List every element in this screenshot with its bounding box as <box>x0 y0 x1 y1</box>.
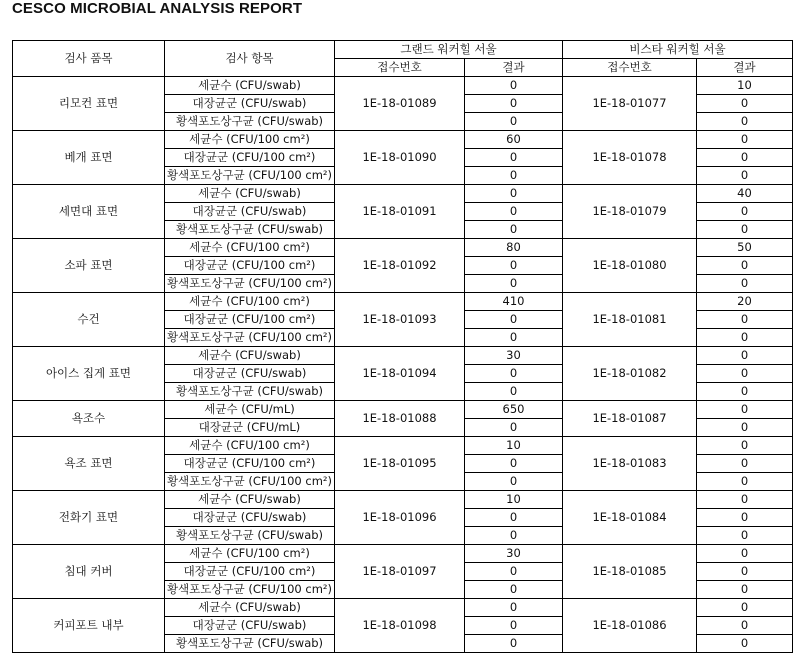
result-a-cell: 0 <box>465 509 563 527</box>
test-cell: 세균수 (CFU/100 cm²) <box>165 131 335 149</box>
receipt-b-cell: 1E-18-01077 <box>563 77 697 131</box>
receipt-b-cell: 1E-18-01084 <box>563 491 697 545</box>
item-cell: 전화기 표면 <box>13 491 165 545</box>
header-test: 검사 항목 <box>165 41 335 77</box>
result-a-cell: 0 <box>465 455 563 473</box>
test-cell: 황색포도상구균 (CFU/100 cm²) <box>165 473 335 491</box>
item-cell: 커피포트 내부 <box>13 599 165 653</box>
test-cell: 대장균군 (CFU/100 cm²) <box>165 149 335 167</box>
test-cell: 대장균군 (CFU/mL) <box>165 419 335 437</box>
result-b-cell: 0 <box>697 275 793 293</box>
result-b-cell: 0 <box>697 491 793 509</box>
receipt-b-cell: 1E-18-01078 <box>563 131 697 185</box>
test-cell: 대장균군 (CFU/swab) <box>165 365 335 383</box>
test-cell: 황색포도상구균 (CFU/100 cm²) <box>165 167 335 185</box>
test-cell: 황색포도상구균 (CFU/swab) <box>165 113 335 131</box>
item-cell: 욕조수 <box>13 401 165 437</box>
test-cell: 대장균군 (CFU/swab) <box>165 95 335 113</box>
result-a-cell: 30 <box>465 545 563 563</box>
item-cell: 소파 표면 <box>13 239 165 293</box>
report-body <box>13 77 793 653</box>
table-row <box>13 185 793 203</box>
result-a-cell: 0 <box>465 329 563 347</box>
result-a-cell: 0 <box>465 617 563 635</box>
test-cell: 황색포도상구균 (CFU/swab) <box>165 383 335 401</box>
result-b-cell: 0 <box>697 437 793 455</box>
table-row <box>13 239 793 257</box>
header-item: 검사 품목 <box>13 41 165 77</box>
test-cell: 황색포도상구균 (CFU/swab) <box>165 221 335 239</box>
test-cell: 대장균군 (CFU/100 cm²) <box>165 455 335 473</box>
result-b-cell: 0 <box>697 509 793 527</box>
report-title: CESCO MICROBIAL ANALYSIS REPORT <box>12 0 303 17</box>
test-cell: 황색포도상구균 (CFU/swab) <box>165 635 335 653</box>
test-cell: 세균수 (CFU/mL) <box>165 401 335 419</box>
result-a-cell: 10 <box>465 437 563 455</box>
result-b-cell: 0 <box>697 455 793 473</box>
result-b-cell: 0 <box>697 113 793 131</box>
item-cell: 리모컨 표면 <box>13 77 165 131</box>
table-row <box>13 401 793 419</box>
table-row <box>13 545 793 563</box>
header-receipt-b: 접수번호 <box>563 59 697 77</box>
test-cell: 세균수 (CFU/swab) <box>165 77 335 95</box>
result-b-cell: 0 <box>697 95 793 113</box>
receipt-a-cell: 1E-18-01088 <box>335 401 465 437</box>
test-cell: 세균수 (CFU/swab) <box>165 599 335 617</box>
result-a-cell: 0 <box>465 563 563 581</box>
result-a-cell: 0 <box>465 473 563 491</box>
result-b-cell: 0 <box>697 347 793 365</box>
result-b-cell: 0 <box>697 365 793 383</box>
test-cell: 대장균군 (CFU/swab) <box>165 509 335 527</box>
receipt-a-cell: 1E-18-01095 <box>335 437 465 491</box>
result-b-cell: 0 <box>697 203 793 221</box>
test-cell: 대장균군 (CFU/swab) <box>165 203 335 221</box>
receipt-b-cell: 1E-18-01086 <box>563 599 697 653</box>
table-row <box>13 491 793 509</box>
header-site-a: 그랜드 워커힐 서울 <box>335 41 563 59</box>
receipt-a-cell: 1E-18-01090 <box>335 131 465 185</box>
table-row <box>13 347 793 365</box>
test-cell: 대장균군 (CFU/swab) <box>165 617 335 635</box>
result-b-cell: 0 <box>697 383 793 401</box>
table-row <box>13 77 793 95</box>
result-b-cell: 50 <box>697 239 793 257</box>
result-a-cell: 80 <box>465 239 563 257</box>
test-cell: 세균수 (CFU/100 cm²) <box>165 545 335 563</box>
table-row <box>13 437 793 455</box>
receipt-b-cell: 1E-18-01083 <box>563 437 697 491</box>
result-a-cell: 0 <box>465 527 563 545</box>
header-result-a: 결과 <box>465 59 563 77</box>
test-cell: 세균수 (CFU/swab) <box>165 491 335 509</box>
item-cell: 베개 표면 <box>13 131 165 185</box>
test-cell: 황색포도상구균 (CFU/100 cm²) <box>165 329 335 347</box>
receipt-a-cell: 1E-18-01093 <box>335 293 465 347</box>
receipt-b-cell: 1E-18-01081 <box>563 293 697 347</box>
result-b-cell: 20 <box>697 293 793 311</box>
result-b-cell: 0 <box>697 311 793 329</box>
result-b-cell: 40 <box>697 185 793 203</box>
receipt-a-cell: 1E-18-01092 <box>335 239 465 293</box>
result-b-cell: 0 <box>697 527 793 545</box>
result-b-cell: 0 <box>697 419 793 437</box>
result-a-cell: 650 <box>465 401 563 419</box>
result-a-cell: 0 <box>465 203 563 221</box>
header-receipt-a: 접수번호 <box>335 59 465 77</box>
header-result-b: 결과 <box>697 59 793 77</box>
result-b-cell: 0 <box>697 329 793 347</box>
test-cell: 세균수 (CFU/100 cm²) <box>165 239 335 257</box>
test-cell: 황색포도상구균 (CFU/100 cm²) <box>165 275 335 293</box>
table-row <box>13 131 793 149</box>
result-a-cell: 0 <box>465 95 563 113</box>
item-cell: 세면대 표면 <box>13 185 165 239</box>
receipt-b-cell: 1E-18-01085 <box>563 545 697 599</box>
table-row <box>13 599 793 617</box>
result-a-cell: 0 <box>465 311 563 329</box>
result-a-cell: 0 <box>465 635 563 653</box>
result-a-cell: 0 <box>465 581 563 599</box>
receipt-a-cell: 1E-18-01089 <box>335 77 465 131</box>
result-b-cell: 0 <box>697 617 793 635</box>
microbial-report-table <box>12 40 793 653</box>
result-a-cell: 60 <box>465 131 563 149</box>
receipt-b-cell: 1E-18-01079 <box>563 185 697 239</box>
result-a-cell: 410 <box>465 293 563 311</box>
receipt-a-cell: 1E-18-01098 <box>335 599 465 653</box>
result-b-cell: 0 <box>697 221 793 239</box>
result-a-cell: 0 <box>465 185 563 203</box>
receipt-a-cell: 1E-18-01091 <box>335 185 465 239</box>
result-a-cell: 0 <box>465 275 563 293</box>
result-b-cell: 0 <box>697 473 793 491</box>
result-a-cell: 0 <box>465 167 563 185</box>
test-cell: 대장균군 (CFU/100 cm²) <box>165 311 335 329</box>
result-b-cell: 10 <box>697 77 793 95</box>
receipt-a-cell: 1E-18-01096 <box>335 491 465 545</box>
receipt-b-cell: 1E-18-01082 <box>563 347 697 401</box>
receipt-a-cell: 1E-18-01097 <box>335 545 465 599</box>
test-cell: 황색포도상구균 (CFU/100 cm²) <box>165 581 335 599</box>
result-b-cell: 0 <box>697 257 793 275</box>
header-row-1 <box>13 41 793 59</box>
receipt-b-cell: 1E-18-01080 <box>563 239 697 293</box>
result-a-cell: 0 <box>465 113 563 131</box>
header-site-b: 비스타 워커힐 서울 <box>563 41 793 59</box>
receipt-b-cell: 1E-18-01087 <box>563 401 697 437</box>
result-b-cell: 0 <box>697 149 793 167</box>
test-cell: 세균수 (CFU/swab) <box>165 185 335 203</box>
result-a-cell: 0 <box>465 383 563 401</box>
item-cell: 아이스 집게 표면 <box>13 347 165 401</box>
test-cell: 대장균군 (CFU/100 cm²) <box>165 563 335 581</box>
result-b-cell: 0 <box>697 581 793 599</box>
result-b-cell: 0 <box>697 131 793 149</box>
result-b-cell: 0 <box>697 563 793 581</box>
result-b-cell: 0 <box>697 401 793 419</box>
test-cell: 대장균군 (CFU/100 cm²) <box>165 257 335 275</box>
result-a-cell: 0 <box>465 599 563 617</box>
result-a-cell: 0 <box>465 77 563 95</box>
result-b-cell: 0 <box>697 167 793 185</box>
item-cell: 수건 <box>13 293 165 347</box>
test-cell: 세균수 (CFU/100 cm²) <box>165 437 335 455</box>
test-cell: 황색포도상구균 (CFU/swab) <box>165 527 335 545</box>
result-b-cell: 0 <box>697 635 793 653</box>
result-a-cell: 0 <box>465 221 563 239</box>
table-row <box>13 293 793 311</box>
test-cell: 세균수 (CFU/swab) <box>165 347 335 365</box>
result-a-cell: 10 <box>465 491 563 509</box>
receipt-a-cell: 1E-18-01094 <box>335 347 465 401</box>
result-a-cell: 0 <box>465 419 563 437</box>
result-a-cell: 30 <box>465 347 563 365</box>
item-cell: 침대 커버 <box>13 545 165 599</box>
result-a-cell: 0 <box>465 257 563 275</box>
result-b-cell: 0 <box>697 545 793 563</box>
result-a-cell: 0 <box>465 149 563 167</box>
result-b-cell: 0 <box>697 599 793 617</box>
item-cell: 욕조 표면 <box>13 437 165 491</box>
result-a-cell: 0 <box>465 365 563 383</box>
test-cell: 세균수 (CFU/100 cm²) <box>165 293 335 311</box>
